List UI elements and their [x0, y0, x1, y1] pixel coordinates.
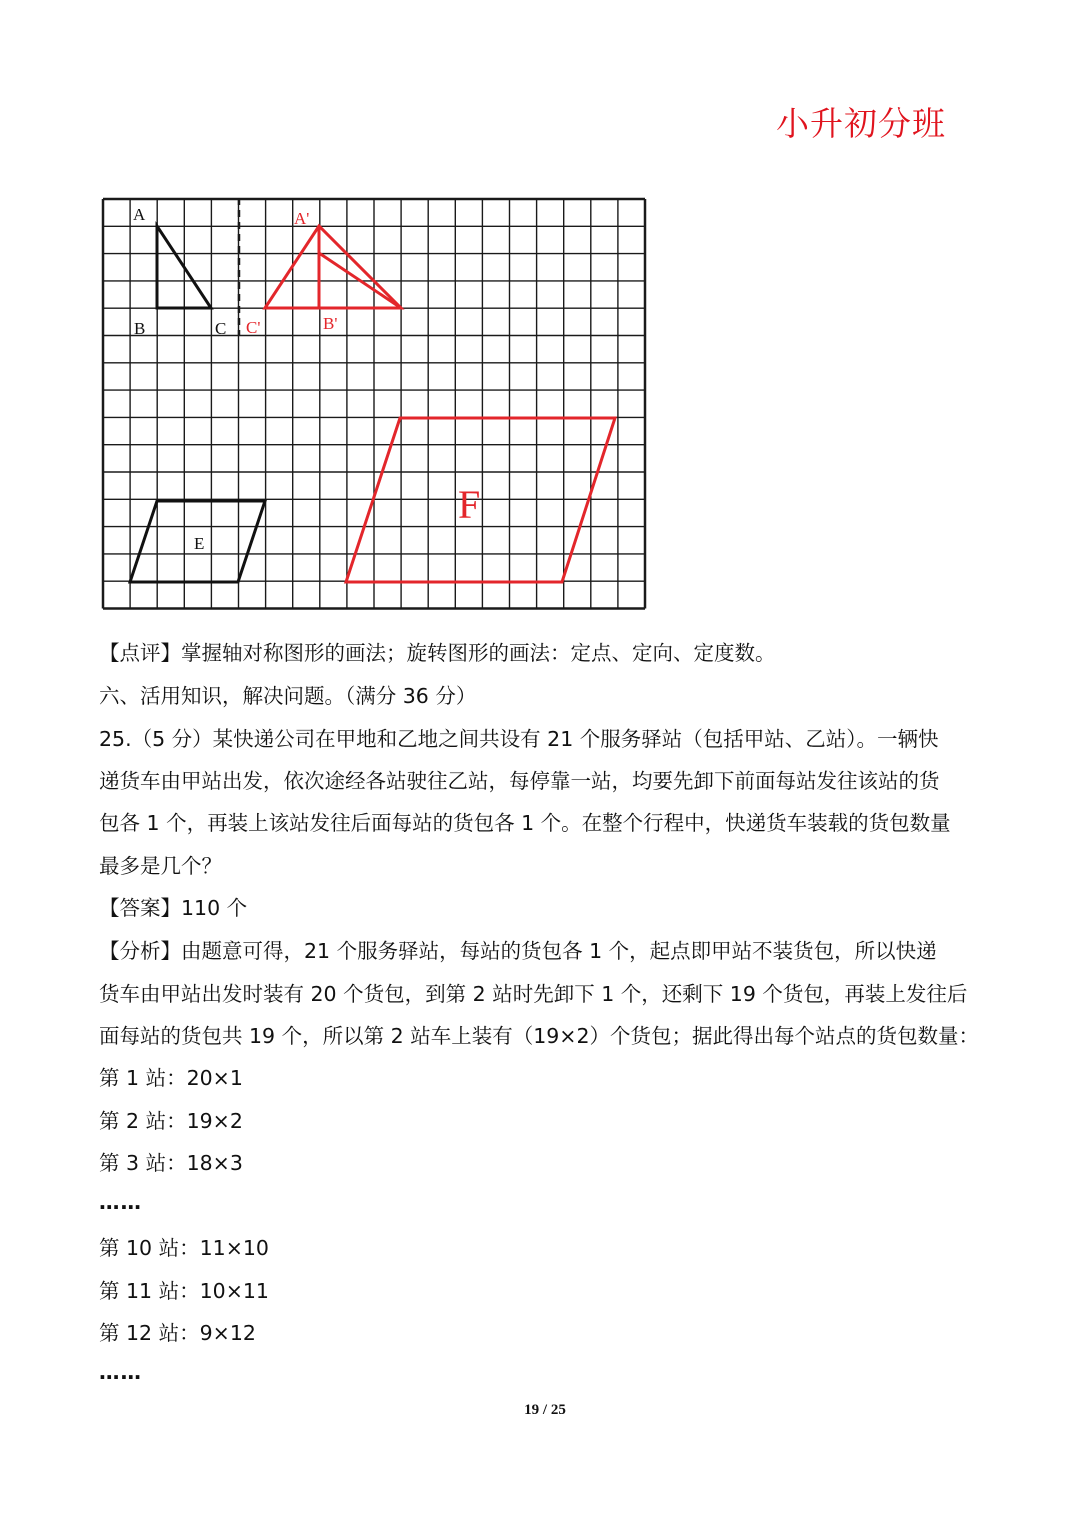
- grid-figure: [100, 196, 648, 612]
- label-b-prime: B': [323, 314, 338, 333]
- station-line: 第 12 站：9×12: [99, 1321, 256, 1345]
- question-line: 25.（5 分）某快递公司在甲地和乙地之间共设有 21 个服务驿站（包括甲站、乙站）。一辆快: [99, 727, 939, 751]
- station-line: 第 2 站：19×2: [99, 1109, 243, 1133]
- label-a-prime: A': [294, 209, 310, 228]
- section-heading: 六、活用知识，解决问题。（满分 36 分）: [99, 684, 477, 708]
- grid-lines: [103, 199, 645, 609]
- station-line: 第 10 站：11×10: [99, 1236, 269, 1260]
- station-line: 第 3 站：18×3: [99, 1151, 243, 1175]
- ellipsis-line: ……: [99, 1190, 142, 1214]
- ellipsis-line: ……: [99, 1360, 142, 1384]
- answer-line: 【答案】110 个: [99, 896, 248, 920]
- label-e: E: [194, 534, 205, 553]
- question-line: 包各 1 个，再装上该站发往后面每站的货包各 1 个。在整个行程中，快递货车装载的货包数量: [99, 811, 951, 835]
- comment-line: 【点评】掌握轴对称图形的画法；旋转图形的画法：定点、定向、定度数。: [99, 641, 776, 665]
- page-number: 19 / 25: [524, 1402, 566, 1418]
- label-c: C: [215, 319, 227, 338]
- station-line: 第 11 站：10×11: [99, 1279, 269, 1303]
- question-line: 最多是几个？: [99, 854, 222, 878]
- label-f: F: [458, 482, 481, 527]
- label-b: B: [134, 319, 146, 338]
- parallelogram-f: [346, 418, 615, 582]
- analysis-line: 货车由甲站出发时装有 20 个货包，到第 2 站时先卸下 1 个，还剩下 19 个货包，再装上发往后: [99, 982, 968, 1006]
- label-c-prime: C': [246, 318, 261, 337]
- analysis-line: 【分析】由题意可得，21 个服务驿站，每站的货包各 1 个，起点即甲站不装货包，所以快递: [99, 939, 937, 963]
- header-tag: 小升初分班: [776, 104, 946, 143]
- analysis-line: 面每站的货包共 19 个，所以第 2 站车上装有（19×2）个货包；据此得出每个站点的货包数量：: [99, 1024, 979, 1048]
- label-a: A: [133, 205, 146, 224]
- question-line: 递货车由甲站出发，依次途经各站驶往乙站，每停靠一站，均要先卸下前面每站发往该站的货: [99, 769, 940, 793]
- station-line: 第 1 站：20×1: [99, 1066, 243, 1090]
